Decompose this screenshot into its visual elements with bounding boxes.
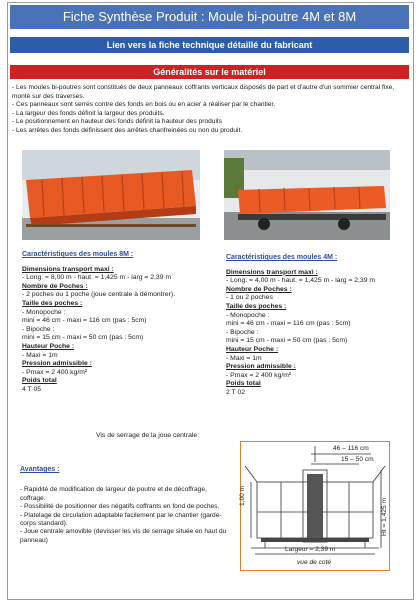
specs-8m xyxy=(22,251,212,395)
spec-value: - Pmax = 2 400 kg/m² xyxy=(226,371,292,379)
spec-value: - Monopoche : xyxy=(226,311,270,319)
spec-heading: Taille des poches : xyxy=(226,302,287,310)
spec-heading: Dimensions transport maxi : xyxy=(226,268,318,276)
spec-value: mini = 15 cm - maxi = 50 cm (pas : 5cm) xyxy=(226,337,348,345)
spec-heading: Hauteur Poche : xyxy=(226,345,279,353)
specs-4m-title: Caractéristiques des moules 4M : xyxy=(226,254,338,261)
spec-value: - Pmax = 2 400 kg/m² xyxy=(22,368,88,376)
drawing-caption: vue de coté xyxy=(297,559,332,566)
dim-mono: 46 – 116 cm xyxy=(333,445,369,452)
spec-value: 2 T 02 xyxy=(226,388,246,396)
advantage-item: - Rapidité de modification de largeur de poutre et de décoffrage, coffrage. xyxy=(20,486,207,502)
spec-value: - 1 ou 2 poches xyxy=(226,294,273,302)
intro-item: - Ces panneaux sont serrés contre des fonds en bois ou en acier à réaliser par le chantier. xyxy=(12,101,276,109)
intro-item: - Le positionnement en hauteur des fonds définit la hauteur des produits xyxy=(12,118,223,126)
advantage-item: - Possibilité de positionner des négatifs coffrants en fond de poches. xyxy=(20,503,220,511)
spec-value: mini = 46 cm - maxi = 116 cm (pas : 5cm) xyxy=(22,317,147,325)
spec-value: - Long. = 4,00 m - haut. = 1,425 m - larg = 2,39 m xyxy=(226,277,376,285)
dim-height-1m: 1,00 m xyxy=(239,485,246,506)
spec-heading: Nombre de Poches : xyxy=(226,285,292,293)
spec-value: 4 T 05 xyxy=(22,385,42,393)
specs-4m xyxy=(226,254,408,398)
spec-value: - Monopoche : xyxy=(22,308,66,316)
spec-value: mini = 46 cm - maxi = 116 cm (pas : 5cm) xyxy=(226,320,351,328)
spec-value: mini = 15 cm - maxi = 50 cm (pas : 5cm) xyxy=(22,334,144,342)
advantages-title: Avantages : xyxy=(20,466,60,473)
photo-mould-4m xyxy=(224,150,390,240)
manufacturer-link[interactable]: Lien vers la fiche technique détaillé du fabricant xyxy=(10,37,409,53)
drawing-callout: Vis de serrage de la joue centrale xyxy=(96,432,198,439)
spec-value: - 2 poches ou 1 poche (joue centrale à démontrer). xyxy=(22,291,176,299)
spec-heading: Poids total xyxy=(226,380,261,388)
spec-value: - Long. = 8,00 m - haut. = 1,425 m - larg = 2,39 m xyxy=(22,274,172,282)
photo-mould-8m xyxy=(22,150,200,240)
specs-8m-title: Caractéristiques des moules 8M : xyxy=(22,251,134,258)
spec-heading: Nombre de Poches : xyxy=(22,282,88,290)
advantage-item: - Joue centrale amovible (devisser les vis de serrage située en haut du panneau) xyxy=(20,528,227,544)
section-heading-general: Généralités sur le matériel xyxy=(10,65,409,79)
spec-value: - Bipoche : xyxy=(226,328,259,336)
spec-heading: Pression admissible : xyxy=(226,363,296,371)
advantages xyxy=(20,466,230,545)
advantage-item: - Platelage de circulation adaptable facilement par le chantier (garde-corps standard). xyxy=(20,511,222,528)
spec-heading: Poids total xyxy=(22,377,57,385)
spec-heading: Hauteur Poche : xyxy=(22,342,75,350)
spec-heading: Pression admissible : xyxy=(22,360,92,368)
dim-bi: 15 – 50 cm xyxy=(341,456,374,463)
spec-value: - Maxi = 1m xyxy=(226,354,262,362)
dim-width: Largeur = 2,39 m xyxy=(285,546,336,553)
section-drawing xyxy=(240,441,390,571)
intro-item: - Les arrêtes des fonds définissent des arrêtes chanfreinées ou non du produit. xyxy=(12,126,243,134)
spec-value: - Bipoche : xyxy=(22,325,55,333)
intro-item: - Les moules bi-poutres sont constitués de deux panneaux coffrants verticaux disposés de part et d'autre d'un sommier central fixe, monté sur des traverses. xyxy=(12,84,395,100)
spec-heading: Taille des poches : xyxy=(22,299,83,307)
spec-heading: Dimensions transport maxi : xyxy=(22,265,114,273)
intro-item: - La largeur des fonds définit la largeur des produits. xyxy=(12,109,165,117)
dim-height-total: Ht = 1,425 m xyxy=(381,498,388,536)
intro-list xyxy=(12,84,397,136)
spec-value: - Maxi = 1m xyxy=(22,351,58,359)
page-title: Fiche Synthèse Produit : Moule bi-poutre 4M et 8M xyxy=(10,5,409,29)
